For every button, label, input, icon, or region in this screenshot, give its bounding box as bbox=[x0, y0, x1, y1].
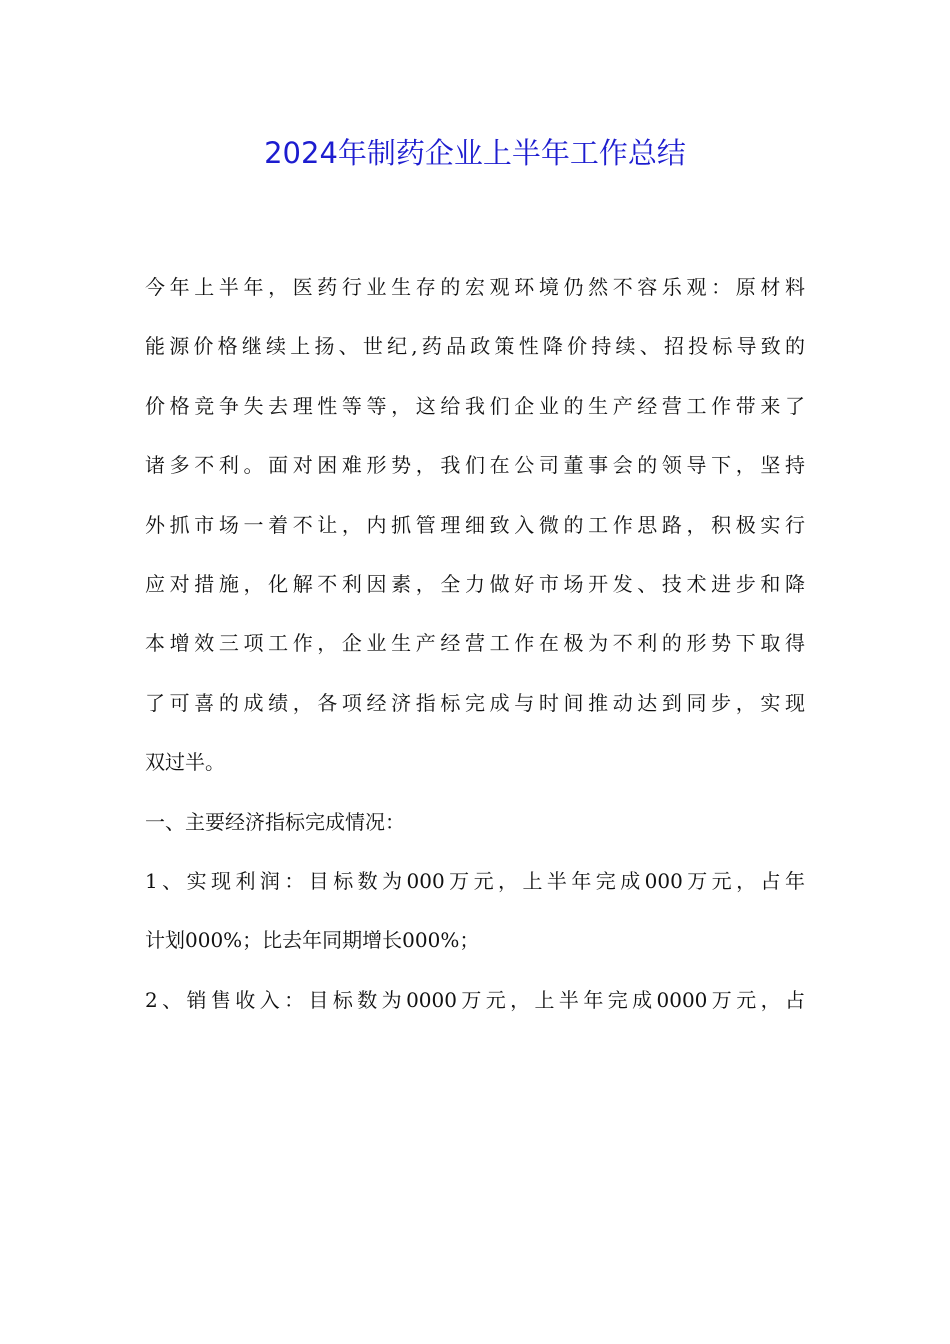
body-line: 今年上半年，医药行业生存的宏观环境仍然不容乐观：原材料 bbox=[145, 275, 805, 299]
body-line: 2、销售收入：目标数为0000万元，上半年完成0000万元，占 bbox=[145, 987, 805, 1012]
body-line: 应对措施，化解不利因素，全力做好市场开发、技术进步和降 bbox=[145, 571, 805, 596]
body-line: 能源价格继续上扬、世纪,药品政策性降价持续、招投标导致的 bbox=[145, 334, 805, 359]
body-line: 本增效三项工作，企业生产经营工作在极为不利的形势下取得 bbox=[145, 631, 805, 656]
body-line: 价格竞争失去理性等等，这给我们企业的生产经营工作带来了 bbox=[145, 393, 805, 418]
body-line: 外抓市场一着不让，内抓管理细致入微的工作思路，积极实行 bbox=[145, 512, 805, 537]
body-line: 了可喜的成绩，各项经济指标完成与时间推动达到同步，实现 bbox=[145, 690, 805, 715]
document-title: 2024年制药企业上半年工作总结 bbox=[264, 136, 686, 170]
document-body bbox=[145, 258, 805, 1030]
body-line: 1、实现利润：目标数为000万元，上半年完成000万元，占年 bbox=[145, 868, 805, 893]
body-line: 计划000%；比去年同期增长000%； bbox=[145, 928, 480, 953]
body-line: 一、主要经济指标完成情况： bbox=[145, 809, 405, 834]
body-line: 双过半。 bbox=[145, 750, 225, 775]
body-line: 诸多不利。面对困难形势，我们在公司董事会的领导下，坚持 bbox=[145, 453, 805, 478]
